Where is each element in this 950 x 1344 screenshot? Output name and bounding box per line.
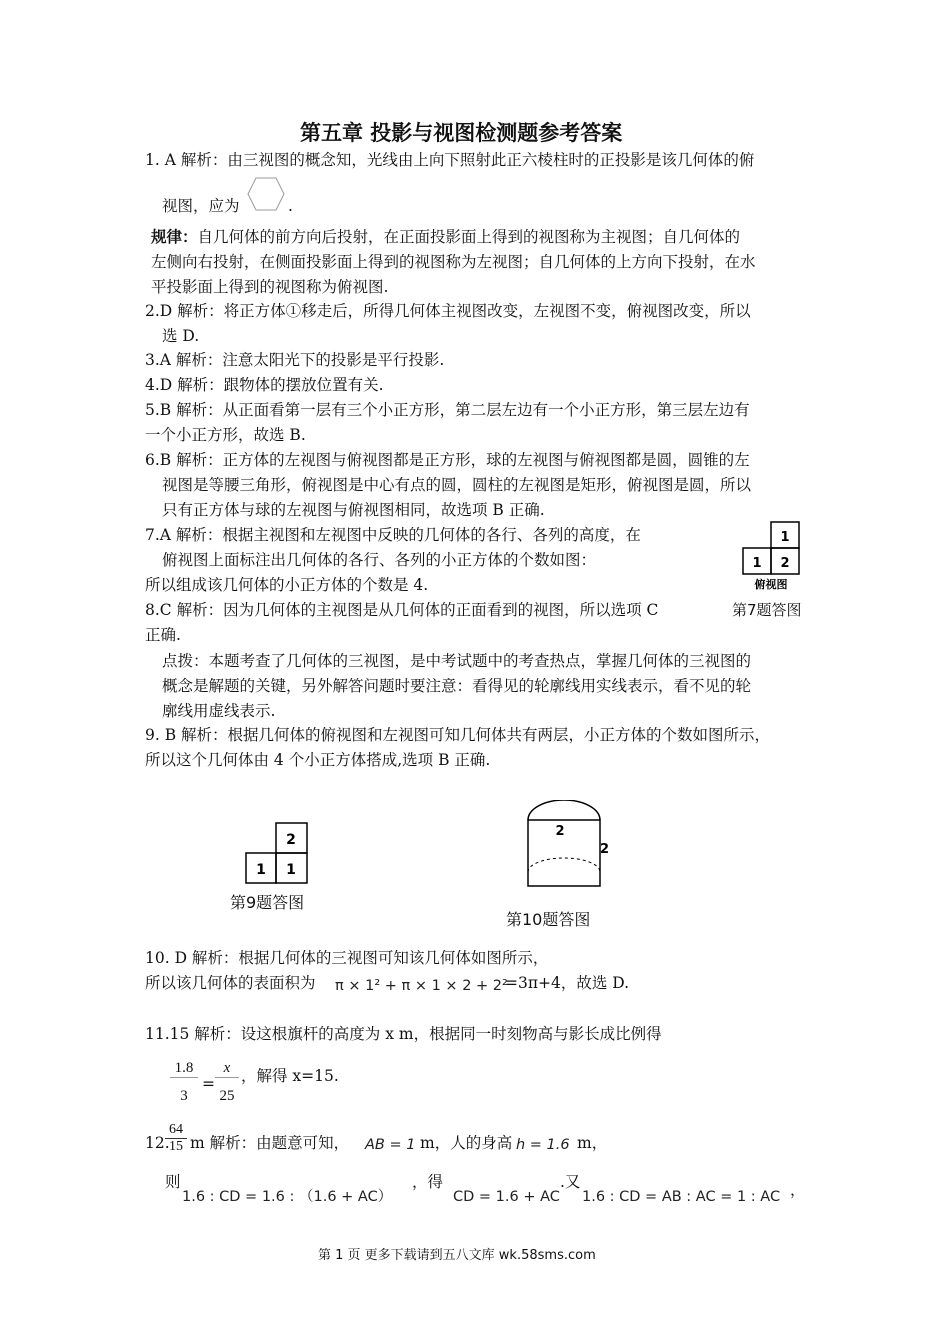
q10-line2b: =3π+4，故选 D. (505, 974, 630, 992)
q12-frac-num: 64 (165, 1122, 187, 1139)
q6-line3: 只有正方体与球的左视图与俯视图相同，故选项 B 正确. (162, 501, 545, 519)
q12-formula2: CD = 1.6 + AC (453, 1189, 560, 1205)
q12-prefix: 12. (145, 1134, 170, 1152)
q7-cell-left-label: 1 (752, 556, 762, 571)
q6-line1: 6.B 解析：正方体的左视图与俯视图都是正方形，球的左视图与俯视图都是圆，圆锥的左 (145, 451, 750, 469)
q12-text3: m， (577, 1134, 608, 1152)
q10-formula: π × 1² + π × 1 × 2 + 2² (335, 978, 508, 994)
q10-line2a: 所以该几何体的表面积为 (145, 974, 316, 992)
q7-line3: 所以组成该几何体的小正方体的个数是 4. (145, 576, 429, 594)
q10-hidden-arc (528, 858, 600, 872)
q12-formula3: 1.6 : CD = AB : AC = 1 : AC (582, 1189, 781, 1205)
q10-figure-caption: 第10题答图 (506, 910, 591, 929)
rule-line1 (151, 225, 740, 249)
q12-formula1: 1.6 : CD = 1.6 : （1.6 + AC） (182, 1189, 393, 1205)
q10-figure (520, 800, 610, 900)
q4-line: 4.D 解析：跟物体的摆放位置有关. (145, 376, 384, 394)
q9-cell-left-label: 1 (256, 862, 266, 878)
q12-text1: m 解析：由题意可知， (190, 1134, 350, 1152)
q11-fraction-1 (170, 1060, 198, 1105)
q7-line2: 俯视图上面标注出几何体的各行、各列的小正方体的个数如图： (162, 551, 597, 569)
q12-h: h = 1.6 (516, 1137, 570, 1153)
q9-line1: 9. B 解析：根据几何体的俯视图和左视图可知几何体共有两层，小正方体的个数如图所示， (145, 726, 771, 744)
q2-line1: 2.D 解析：将正方体①移走后，所得几何体主视图改变，左视图不变，俯视图改变，所以 (145, 302, 751, 320)
q11-frac2-den: 25 (219, 1088, 235, 1104)
q1-line1: 1. A 解析：由三视图的概念知，光线由上向下照射此正六棱柱时的正投影是该几何体的俯 (145, 151, 755, 169)
q1-line2-text: 视图，应为 (162, 197, 240, 215)
q9-figure-caption: 第9题答图 (230, 893, 305, 912)
q12-text4: ，得 (412, 1173, 444, 1191)
q10-top-arc (528, 800, 600, 820)
rule-line3: 平投影面上得到的视图称为俯视图. (151, 278, 389, 296)
q8-tip3: 廓线用虚线表示. (162, 702, 276, 720)
q11-result: ，解得 x=15. (241, 1067, 339, 1085)
q11-line1: 11.15 解析：设这根旗杆的高度为 x m，根据同一时刻物高与影长成比例得 (145, 1025, 662, 1043)
page-footer: 第 1 页 更多下载请到五八文库 wk.58sms.com (318, 1248, 596, 1263)
q6-line2: 视图是等腰三角形，俯视图是中心有点的圆，圆柱的左视图是矩形，俯视图是圆，所以 (162, 476, 752, 494)
q3-line: 3.A 解析：注意太阳光下的投影是平行投影. (145, 351, 445, 369)
q8-line1: 8.C 解析：因为几何体的主视图是从几何体的正面看到的视图，所以选项 C (145, 601, 659, 619)
q11-equals: = (202, 1075, 215, 1093)
q5-line1: 5.B 解析：从正面看第一层有三个小正方形，第二层左边有一个小正方形，第三层左边有 (145, 401, 750, 419)
q12-ab: AB = 1 (365, 1137, 416, 1153)
q8-line2: 正确. (145, 626, 181, 644)
page-title: 第五章 投影与视图检测题参考答案 (300, 121, 623, 145)
hexagon-answer-icon (246, 176, 286, 212)
q12-fraction (165, 1122, 187, 1155)
q9-figure (244, 820, 314, 886)
q7-figure-caption: 第7题答图 (732, 601, 802, 619)
q11-frac1-den: 3 (180, 1088, 188, 1104)
q7-figure-sublabel: 俯视图 (754, 578, 788, 591)
q10-side-label: 2 (600, 842, 610, 857)
q7-line1: 7.A 解析：根据主视图和左视图中反映的几何体的各行、各列的高度，在 (145, 526, 641, 544)
q7-cell-right-label: 2 (780, 556, 790, 571)
q2-line2: 选 D. (162, 327, 200, 345)
q11-frac2-num: x (215, 1060, 239, 1078)
q8-tip2: 概念是解题的关键，另外解答问题时要注意：看得见的轮廓线用实线表示，看不见的轮 (162, 677, 752, 695)
q11-fraction-2 (215, 1060, 239, 1105)
q12-frac-den: 15 (169, 1139, 183, 1154)
q12-text5: .又 (560, 1173, 581, 1191)
q1-line2-end: . (288, 197, 293, 215)
q9-line2: 所以这个几何体由 4 个小正方体搭成,选项 B 正确. (145, 751, 491, 769)
q5-line2: 一个小正方形，故选 B. (145, 426, 306, 444)
q10-top-label: 2 (555, 824, 565, 839)
q10-line1: 10. D 解析：根据几何体的三视图可知该几何体如图所示， (145, 949, 549, 967)
rule-label: 规律： (151, 227, 198, 246)
q7-figure (740, 518, 830, 592)
q11-frac1-num: 1.8 (170, 1060, 198, 1078)
q9-cell-right-label: 1 (286, 862, 296, 878)
q12-text2: m，人的身高 (420, 1134, 513, 1152)
q7-cell-top-label: 1 (780, 530, 790, 545)
rule-line2: 左侧向右投射，在侧面投影面上得到的视图称为左视图；自几何体的上方向下投射，在水 (151, 253, 756, 271)
q8-tip1: 点拨：本题考查了几何体的三视图，是中考试题中的考查热点，掌握几何体的三视图的 (162, 652, 752, 670)
q1-line2 (162, 194, 240, 218)
q12-text6: ， (790, 1181, 806, 1199)
q9-cell-top-label: 2 (286, 832, 296, 848)
q12-then: 则 (165, 1173, 181, 1191)
rule-line1-text: 自几何体的前方向后投射，在正面投影面上得到的视图称为主视图；自几何体的 (197, 228, 741, 246)
